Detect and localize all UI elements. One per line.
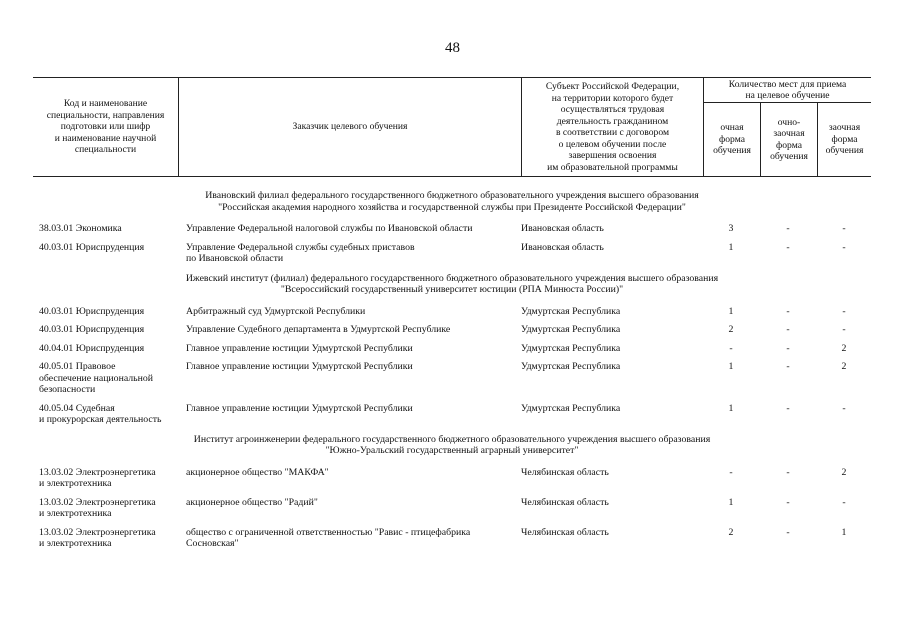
row-customer: Главное управление юстиции Удмуртской Республики bbox=[186, 402, 413, 414]
row-parttime: - bbox=[786, 223, 790, 234]
row-code: 40.03.01 Юриспруденция bbox=[39, 324, 145, 335]
row-parttime: - bbox=[786, 324, 790, 335]
header-parttime-line: обучения bbox=[770, 151, 808, 162]
row-subject: Удмуртская Республика bbox=[521, 342, 621, 354]
row-customer: Арбитражный суд Удмуртской Республики bbox=[186, 305, 366, 317]
header-code-line: Код и наименование bbox=[63, 98, 148, 110]
row-subject: Челябинская область bbox=[521, 466, 609, 478]
row-distance: - bbox=[842, 305, 846, 317]
header-parttime-line: форма bbox=[776, 139, 802, 151]
header-fulltime bbox=[704, 103, 760, 176]
row-subject: Удмуртская Республика bbox=[521, 402, 621, 414]
header-code-line: подготовки или шифр bbox=[60, 121, 151, 133]
row-customer: Управление Федеральной службы судебных приставов bbox=[186, 241, 415, 253]
header-bottom-border bbox=[33, 176, 871, 177]
row-customer: акционерное общество "Радий" bbox=[186, 496, 318, 508]
row-code: и электротехника bbox=[39, 508, 112, 519]
row-code: и электротехника bbox=[39, 538, 112, 549]
row-fulltime: 1 bbox=[728, 496, 734, 508]
row-distance: - bbox=[842, 223, 846, 234]
row-customer: Главное управление юстиции Удмуртской Республики bbox=[186, 361, 413, 372]
header-subject-line: о целевом обучении после bbox=[558, 138, 667, 150]
header-subject-line: на территории которого будет bbox=[551, 92, 674, 104]
row-customer: Главное управление юстиции Удмуртской Республики bbox=[186, 342, 413, 354]
row-code: 40.03.01 Юриспруденция bbox=[39, 241, 145, 253]
row-subject: Челябинская область bbox=[521, 526, 609, 538]
group-title: Ивановский филиал федерального государственного бюджетного образовательного учреждения высшего образования bbox=[205, 190, 699, 201]
group-title: "Российская академия народного хозяйства и государственной службы при Президенте Российской Федерации" bbox=[218, 201, 686, 213]
header-code bbox=[33, 78, 178, 176]
row-subject: Ивановская область bbox=[521, 223, 604, 234]
header-parttime-line: заочная bbox=[773, 128, 805, 139]
row-fulltime: 3 bbox=[728, 223, 734, 234]
header-subject-line: Субъект Российской Федерации, bbox=[545, 81, 680, 92]
row-fulltime: 1 bbox=[728, 241, 734, 253]
row-parttime: - bbox=[786, 466, 790, 478]
group-title: Ижевский институт (филиал) федерального государственного бюджетного образовательного учреждения высшего образования bbox=[185, 272, 719, 284]
row-customer: общество с ограниченной ответственностью "Равис - птицефабрика bbox=[186, 526, 471, 538]
row-subject: Ивановская область bbox=[521, 241, 604, 253]
header-parttime-line: очно- bbox=[777, 116, 801, 128]
row-parttime: - bbox=[786, 402, 790, 414]
row-subject: Удмуртская Республика bbox=[521, 324, 621, 335]
header-code-line: и наименование научной bbox=[54, 132, 157, 144]
header-distance-line: форма bbox=[831, 133, 858, 145]
row-subject: Челябинская область bbox=[521, 496, 609, 508]
header-fulltime-line: форма bbox=[719, 133, 745, 145]
row-fulltime: - bbox=[729, 342, 733, 354]
row-customer: по Ивановской области bbox=[186, 253, 284, 264]
row-subject: Удмуртская Республика bbox=[521, 361, 621, 372]
header-distance bbox=[818, 103, 871, 176]
row-distance: 2 bbox=[841, 361, 847, 372]
row-parttime: - bbox=[786, 361, 790, 372]
header-parttime bbox=[761, 103, 817, 176]
row-fulltime: 1 bbox=[728, 402, 734, 414]
header-fulltime-line: очная bbox=[720, 122, 744, 134]
row-code: 38.03.01 Экономика bbox=[39, 223, 122, 234]
row-parttime: - bbox=[786, 342, 790, 354]
row-fulltime: 1 bbox=[728, 305, 734, 317]
header-subject bbox=[522, 78, 703, 176]
row-fulltime: 2 bbox=[728, 324, 734, 335]
row-fulltime: - bbox=[729, 466, 733, 478]
header-code-line: специальности, направления bbox=[46, 109, 165, 121]
row-parttime: - bbox=[786, 496, 790, 508]
row-parttime: - bbox=[786, 241, 790, 253]
row-parttime: - bbox=[786, 526, 790, 538]
header-subject-line: деятельность гражданином bbox=[556, 115, 669, 127]
row-code: 40.05.01 Правовое bbox=[39, 361, 116, 372]
row-code: и прокурорская деятельность bbox=[39, 414, 162, 425]
header-places-line: Количество мест для приема bbox=[728, 78, 847, 90]
row-customer: Управление Федеральной налоговой службы по Ивановской области bbox=[186, 223, 473, 234]
row-distance: - bbox=[842, 496, 846, 508]
row-code: обеспечение национальной bbox=[39, 372, 153, 384]
header-code-line: специальности bbox=[74, 144, 137, 156]
row-fulltime: 2 bbox=[728, 526, 734, 538]
row-customer: акционерное общество "МАКФА" bbox=[186, 466, 329, 478]
group-title: "Всероссийский государственный университет юстиции (РПА Минюста России)" bbox=[280, 284, 624, 295]
header-places bbox=[704, 78, 871, 102]
header-distance-line: обучения bbox=[825, 145, 864, 157]
row-code: 13.03.02 Электроэнергетика bbox=[39, 496, 156, 508]
header-fulltime-line: обучения bbox=[713, 145, 751, 157]
header-subject-line: завершения освоения bbox=[568, 150, 657, 161]
row-code: и электротехника bbox=[39, 478, 112, 489]
header-customer bbox=[179, 78, 521, 176]
row-parttime: - bbox=[786, 305, 790, 317]
row-customer: Управление Судебного департамента в Удмуртской Республике bbox=[186, 324, 451, 335]
row-distance: 1 bbox=[841, 526, 847, 538]
group-title: "Южно-Уральский государственный аграрный университет" bbox=[325, 445, 579, 456]
row-code: 40.03.01 Юриспруденция bbox=[39, 305, 145, 317]
row-code: безопасности bbox=[39, 384, 96, 395]
header-subject-line: осуществляться трудовая bbox=[560, 104, 665, 115]
group-title: Институт агроинженерии федерального государственного бюджетного образовательного учреждения высшего образования bbox=[193, 433, 711, 445]
header-distance-line: заочная bbox=[828, 122, 861, 134]
row-distance: 2 bbox=[841, 342, 847, 354]
row-customer: Сосновская" bbox=[186, 538, 239, 549]
row-code: 40.04.01 Юриспруденция bbox=[39, 342, 145, 354]
row-fulltime: 1 bbox=[728, 361, 734, 372]
row-distance: - bbox=[842, 402, 846, 414]
header-customer-label: Заказчик целевого обучения bbox=[292, 121, 408, 133]
row-code: 13.03.02 Электроэнергетика bbox=[39, 526, 156, 538]
row-distance: - bbox=[842, 241, 846, 253]
row-distance: - bbox=[842, 324, 846, 335]
header-places-line: на целевое обучение bbox=[745, 90, 830, 101]
row-code: 13.03.02 Электроэнергетика bbox=[39, 466, 156, 478]
row-subject: Удмуртская Республика bbox=[521, 305, 621, 317]
page-number: 48 bbox=[445, 40, 460, 56]
row-code: 40.05.04 Судебная bbox=[39, 402, 115, 414]
header-subject-line: им образовательной программы bbox=[547, 161, 678, 173]
row-distance: 2 bbox=[841, 466, 847, 478]
header-subject-line: в соответствии с договором bbox=[555, 127, 670, 138]
